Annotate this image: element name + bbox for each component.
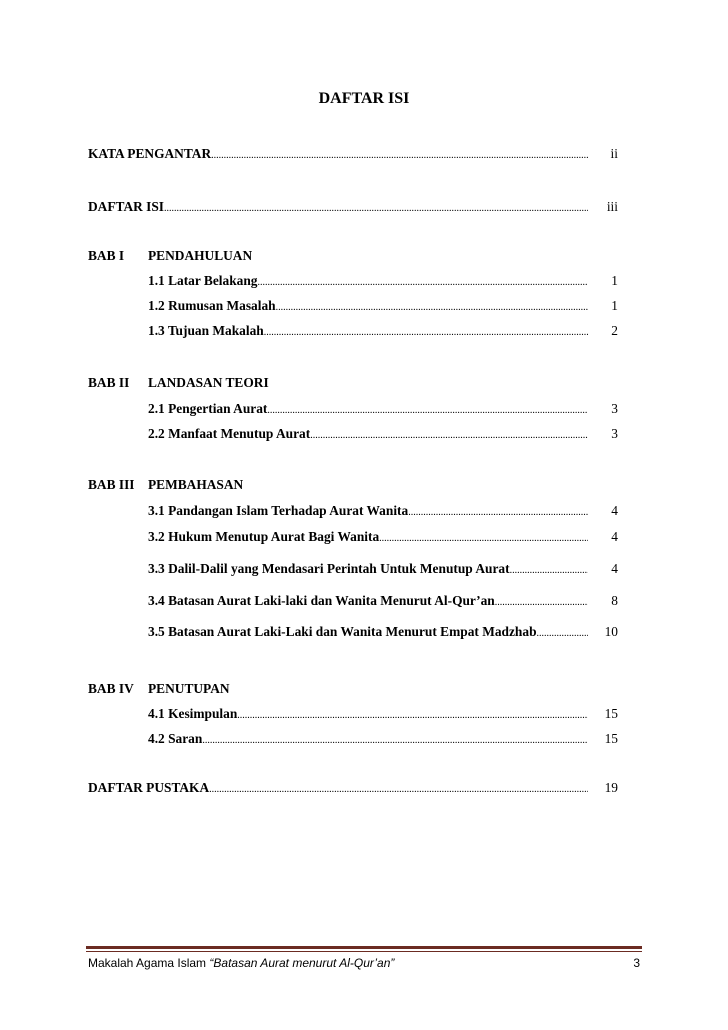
toc-entry-page: 4 <box>611 529 618 544</box>
toc-dot-leader <box>276 302 588 313</box>
chapter-number: BAB I <box>88 248 125 263</box>
toc-entry <box>148 624 618 640</box>
toc-entry-label: 4.1 Kesimpulan <box>148 706 238 721</box>
toc-dot-leader <box>495 597 588 608</box>
toc-entry <box>148 503 618 519</box>
chapter-title: LANDASAN TEORI <box>148 375 269 390</box>
toc-entry-page: 1 <box>611 273 618 288</box>
toc-dot-leader <box>237 710 588 721</box>
page-title: DAFTAR ISI <box>318 90 410 107</box>
toc-entry-label: 4.2 Saran <box>148 731 203 746</box>
chapter-number: BAB IV <box>88 681 134 696</box>
footer-rule-thick <box>86 946 642 949</box>
toc-dot-leader <box>211 150 588 161</box>
toc-entry-page: 10 <box>604 624 618 639</box>
footer-italic-title: “Batasan Aurat menurut Al-Qur’an” <box>209 956 395 970</box>
toc-entry-page: 8 <box>611 593 618 608</box>
toc-entry-label: 3.2 Hukum Menutup Aurat Bagi Wanita <box>148 529 380 544</box>
toc-dot-leader <box>379 533 588 544</box>
footer-rule-thin <box>86 951 642 952</box>
toc-dot-leader <box>264 327 588 338</box>
chapter-heading-bab-i <box>88 248 252 264</box>
toc-dot-leader <box>258 277 589 288</box>
toc-entry <box>148 426 618 442</box>
chapter-title: PENUTUPAN <box>148 681 230 696</box>
toc-dot-leader <box>164 203 588 214</box>
toc-dot-leader <box>267 405 588 416</box>
toc-entry <box>148 323 618 339</box>
toc-entry <box>148 273 618 289</box>
toc-entry-label: 3.1 Pandangan Islam Terhadap Aurat Wanita <box>148 503 409 518</box>
toc-entry <box>148 561 618 577</box>
toc-entry-label: DAFTAR PUSTAKA <box>88 780 210 795</box>
toc-entry-page: 4 <box>611 561 618 576</box>
chapter-number: BAB III <box>88 477 135 492</box>
toc-entry <box>148 731 618 747</box>
toc-entry-page: 3 <box>611 401 618 416</box>
toc-entry-kata-pengantar <box>88 146 618 162</box>
footer-prefix: Makalah Agama Islam <box>88 956 210 970</box>
toc-entry <box>148 529 618 545</box>
toc-entry-page: 15 <box>604 706 618 721</box>
chapter-title: PEMBAHASAN <box>148 477 244 492</box>
toc-dot-leader <box>510 565 588 576</box>
toc-entry-daftar-pustaka <box>88 780 618 796</box>
toc-dot-leader <box>537 628 588 639</box>
footer-page-number: 3 <box>633 956 640 970</box>
toc-entry-label: KATA PENGANTAR <box>88 146 212 161</box>
toc-entry-label: 1.3 Tujuan Makalah <box>148 323 264 338</box>
toc-entry-page: ii <box>610 146 618 161</box>
chapter-title: PENDAHULUAN <box>148 248 253 263</box>
toc-entry-label: DAFTAR ISI <box>88 199 165 214</box>
toc-entry-page: 2 <box>611 323 618 338</box>
footer-text <box>88 956 394 970</box>
chapter-heading-bab-iii <box>88 477 243 493</box>
chapter-number: BAB II <box>88 375 130 390</box>
toc-entry <box>148 706 618 722</box>
toc-entry-daftar-isi <box>88 199 618 215</box>
toc-entry-label: 3.4 Batasan Aurat Laki-laki dan Wanita Menurut Al-Qur’an <box>148 593 495 608</box>
toc-dot-leader <box>202 735 588 746</box>
toc-entry-page: 3 <box>611 426 618 441</box>
toc-entry-label: 1.1 Latar Belakang <box>148 273 258 288</box>
toc-entry-label: 3.5 Batasan Aurat Laki-Laki dan Wanita Menurut Empat Madzhab <box>148 624 537 639</box>
toc-entry-label: 2.1 Pengertian Aurat <box>148 401 268 416</box>
toc-entry <box>148 401 618 417</box>
toc-entry-page: 1 <box>611 298 618 313</box>
chapter-heading-bab-ii <box>88 375 269 391</box>
toc-entry-page: iii <box>606 199 618 214</box>
toc-entry-label: 1.2 Rumusan Masalah <box>148 298 276 313</box>
toc-entry-page: 19 <box>604 780 618 795</box>
toc-dot-leader <box>310 430 588 441</box>
toc-entry-page: 15 <box>604 731 618 746</box>
toc-dot-leader <box>209 784 588 795</box>
toc-entry-label: 3.3 Dalil-Dalil yang Mendasari Perintah Untuk Menutup Aurat <box>148 561 510 576</box>
toc-entry <box>148 593 618 609</box>
toc-entry <box>148 298 618 314</box>
toc-dot-leader <box>408 507 588 518</box>
toc-entry-page: 4 <box>611 503 618 518</box>
chapter-heading-bab-iv <box>88 681 230 697</box>
toc-entry-label: 2.2 Manfaat Menutup Aurat <box>148 426 311 441</box>
